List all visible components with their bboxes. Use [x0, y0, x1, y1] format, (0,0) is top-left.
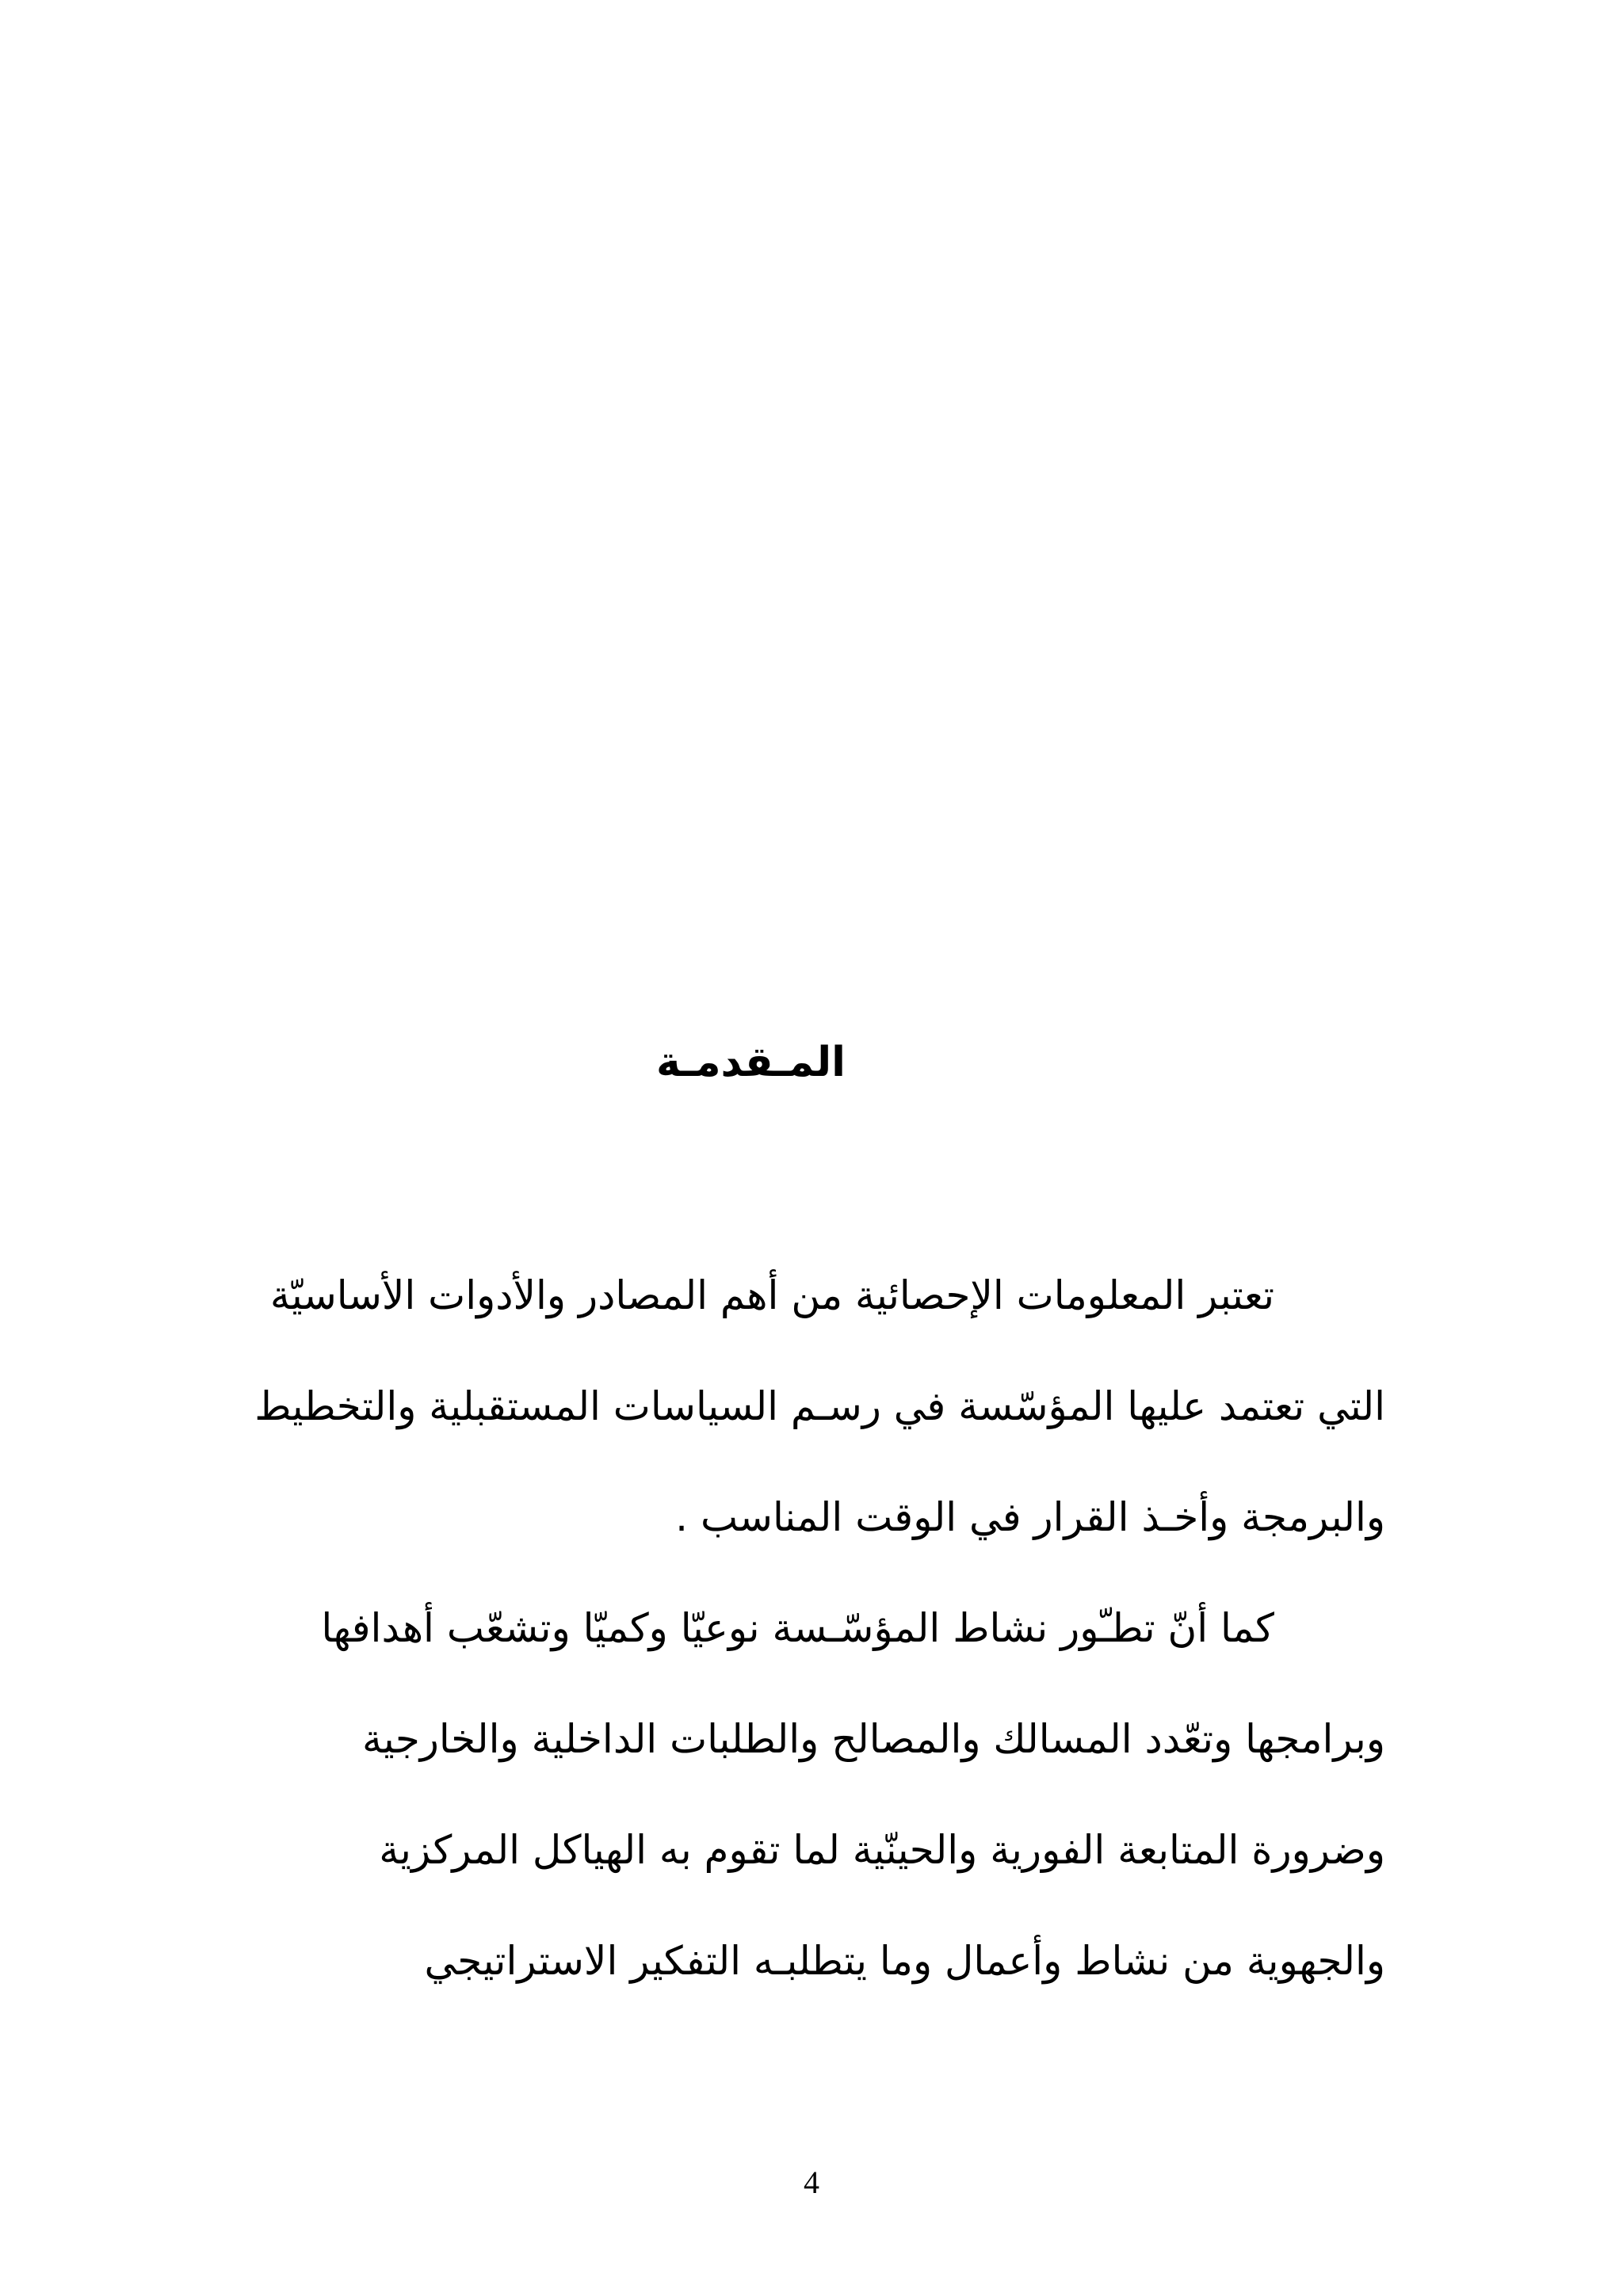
paragraph-1-line-3: والبرمجة وأخـذ القرار في الوقت المناسب .	[675, 1494, 1385, 1540]
paragraph-2-line-4: والجهوية من نشاط وأعمال وما يتطلبـه التفكير الاستراتيجي	[424, 1938, 1385, 1984]
page-number: 4	[804, 2164, 819, 2200]
paragraph-1-line-2: التي تعتمد عليها المؤسّسة في رسـم السياسات المستقبلية والتخطيط	[254, 1383, 1385, 1429]
paragraph-2-line-3: وضرورة المتابعة الفورية والحينّية لما تقوم به الهياكل المركزية	[379, 1827, 1385, 1873]
paragraph-2-line-1: كما أنّ تطـّور نشاط المؤسّـسة نوعيّا وكميّا وتشعّب أهدافها	[321, 1605, 1274, 1651]
paragraph-1-line-1: تعتبر المعلومات الإحصائية من أهم المصادر والأدوات الأساسيّة	[269, 1272, 1274, 1318]
section-title: المـقدمـة	[656, 1039, 846, 1086]
paragraph-2-line-2: وبرامجها وتعّدد المسالك والمصالح والطلبات الداخلية والخارجية	[361, 1716, 1385, 1762]
